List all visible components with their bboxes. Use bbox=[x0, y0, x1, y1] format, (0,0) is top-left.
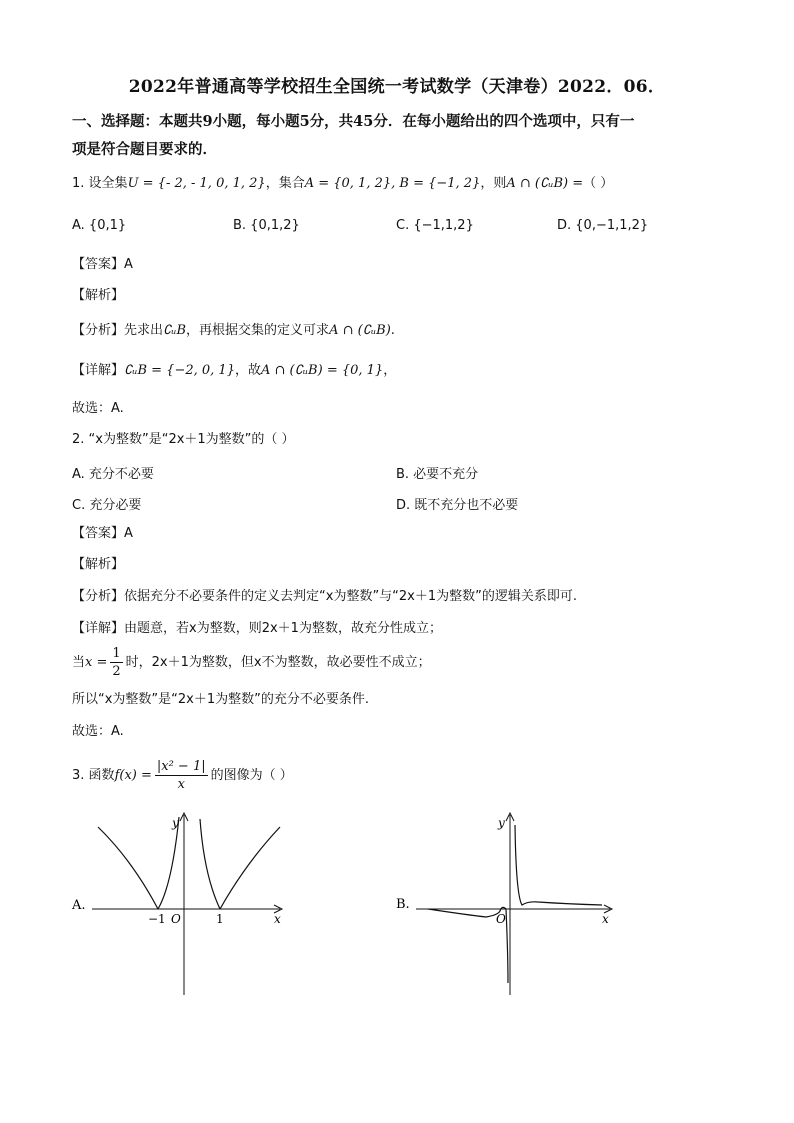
y-axis-label: y bbox=[498, 816, 505, 830]
curve-right bbox=[515, 825, 602, 905]
curve-left-outer bbox=[98, 827, 158, 909]
q2-fenxi: 依据充分不必要条件的定义去判定“x为整数”与“2x＋1为整数”的逻辑关系即可. bbox=[124, 589, 578, 604]
q1-answer-line bbox=[72, 256, 133, 274]
tick-label-neg1: −1 bbox=[148, 912, 166, 926]
curve-right-outer bbox=[220, 827, 280, 909]
q2-choose: 故选：A. bbox=[72, 724, 124, 739]
q2-when-line bbox=[72, 645, 431, 681]
q1-universal-set: U = {- 2, - 1, 0, 1, 2} bbox=[127, 176, 266, 191]
q1-fenxi-expression: A ∩ (∁ᵤB) bbox=[329, 323, 391, 338]
q2-fenxi-line bbox=[72, 588, 577, 606]
q2-option-a[interactable]: A. 充分不必要 bbox=[72, 467, 154, 482]
q1-answer: A bbox=[124, 257, 133, 272]
q3-fx: f(x) = bbox=[114, 768, 152, 783]
q3-graph-b-label: B. bbox=[396, 897, 410, 912]
q2-when-b: 时，2x＋1为整数，但x不为整数，故必要性不成立； bbox=[125, 655, 431, 670]
q1-stem-b: ，集合 bbox=[265, 176, 305, 191]
q3-fraction-num: |x² − 1| bbox=[156, 759, 206, 774]
q2-detail: 由题意，若x为整数，则2x＋1为整数，故充分性成立； bbox=[124, 621, 442, 636]
q2-detail-line bbox=[72, 620, 442, 638]
q1-paren: （ ） bbox=[583, 176, 614, 191]
page-title: 2022年普通高等学校招生全国统一考试数学（天津卷）2022．06． bbox=[128, 77, 666, 97]
q2-option-b[interactable]: B. 必要不充分 bbox=[396, 467, 479, 482]
q1-option-c[interactable]: C. {−1,1,2} bbox=[396, 218, 474, 233]
x-axis-label: x bbox=[274, 912, 281, 926]
q1-choose: 故选：A. bbox=[72, 401, 124, 416]
q2-fraction-num: 1 bbox=[112, 646, 121, 661]
q3-fraction bbox=[155, 758, 208, 793]
q1-detail-end: ， bbox=[383, 363, 397, 378]
curve-right-inner bbox=[200, 819, 220, 909]
q1-stem-a: 设全集 bbox=[88, 176, 128, 191]
q1-fenxi-end: . bbox=[390, 323, 395, 338]
q3-stem-a: 函数 bbox=[88, 768, 115, 783]
q3-graph-b[interactable] bbox=[388, 805, 628, 1005]
q2-option-c[interactable]: C. 充分必要 bbox=[72, 498, 142, 513]
q3-stem-line bbox=[72, 758, 293, 794]
origin-label: O bbox=[171, 912, 181, 926]
q1-detail-result: A ∩ (∁ᵤB) = {0, 1} bbox=[260, 363, 384, 378]
origin-label: O bbox=[496, 912, 506, 926]
q3-stem-b: 的图像为（ ） bbox=[210, 768, 293, 783]
q2-so-line: 所以“x为整数”是“2x＋1为整数”的充分不必要条件. bbox=[72, 692, 370, 707]
q1-fenxi-complement: ∁ᵤB bbox=[163, 323, 187, 338]
q1-answer-tag: 【答案】 bbox=[72, 257, 125, 272]
q2-answer-tag: 【答案】 bbox=[72, 526, 125, 541]
q2-fraction-half bbox=[110, 645, 122, 680]
q1-number: 1. bbox=[72, 176, 85, 191]
q1-fenxi-b: ，再根据交集的定义可求 bbox=[186, 323, 330, 338]
curve-left-inner bbox=[158, 817, 179, 909]
q1-fenxi-a: 先求出 bbox=[124, 323, 164, 338]
q1-option-b[interactable]: B. {0,1,2} bbox=[233, 218, 300, 233]
q2-stem-line bbox=[72, 431, 295, 449]
section-heading-line1: 一、选择题：本题共9小题，每小题5分，共45分．在每小题给出的四个选项中，只有一 bbox=[72, 113, 635, 130]
q2-when-a: 当 bbox=[72, 655, 86, 670]
y-axis-label: y bbox=[172, 816, 179, 830]
q1-detail-line bbox=[72, 362, 396, 380]
q2-analysis-tag: 【解析】 bbox=[72, 557, 125, 572]
q1-detail-b: ，故 bbox=[234, 363, 261, 378]
q3-graph-a-label: A. bbox=[72, 898, 86, 913]
q2-detail-tag: 【详解】 bbox=[72, 621, 125, 636]
q2-number: 2. bbox=[72, 432, 85, 447]
q1-sets-ab: A = {0, 1, 2}, B = {−1, 2} bbox=[304, 176, 481, 191]
q1-stem-c: ，则 bbox=[480, 176, 507, 191]
q1-option-a[interactable]: A. {0,1} bbox=[72, 218, 127, 233]
q1-stem bbox=[72, 175, 613, 193]
q3-number: 3. bbox=[72, 768, 85, 783]
q1-option-d[interactable]: D. {0,−1,1,2} bbox=[557, 218, 649, 233]
q2-fenxi-tag: 【分析】 bbox=[72, 589, 125, 604]
q2-answer-line bbox=[72, 525, 133, 543]
q1-fenxi-tag: 【分析】 bbox=[72, 323, 125, 338]
section-heading-line2: 项是符合题目要求的． bbox=[72, 141, 217, 158]
q1-fenxi-line bbox=[72, 322, 395, 340]
q2-fraction-den: 2 bbox=[112, 664, 121, 679]
x-axis-label: x bbox=[602, 912, 609, 926]
q1-analysis-tag: 【解析】 bbox=[72, 288, 125, 303]
q2-stem: “x为整数”是“2x＋1为整数”的（ ） bbox=[88, 432, 295, 447]
q3-graph-a[interactable] bbox=[60, 805, 300, 1005]
q1-expression: A ∩ (∁ᵤB) = bbox=[506, 176, 584, 191]
q1-detail-tag: 【详解】 bbox=[72, 363, 125, 378]
q2-when-x: x = bbox=[85, 655, 108, 670]
tick-label-pos1: 1 bbox=[216, 912, 224, 926]
q3-fraction-den: x bbox=[177, 777, 185, 792]
q2-option-d[interactable]: D. 既不充分也不必要 bbox=[396, 498, 519, 513]
q1-detail-complement: ∁ᵤB = {−2, 0, 1} bbox=[124, 363, 235, 378]
q2-answer: A bbox=[124, 526, 133, 541]
